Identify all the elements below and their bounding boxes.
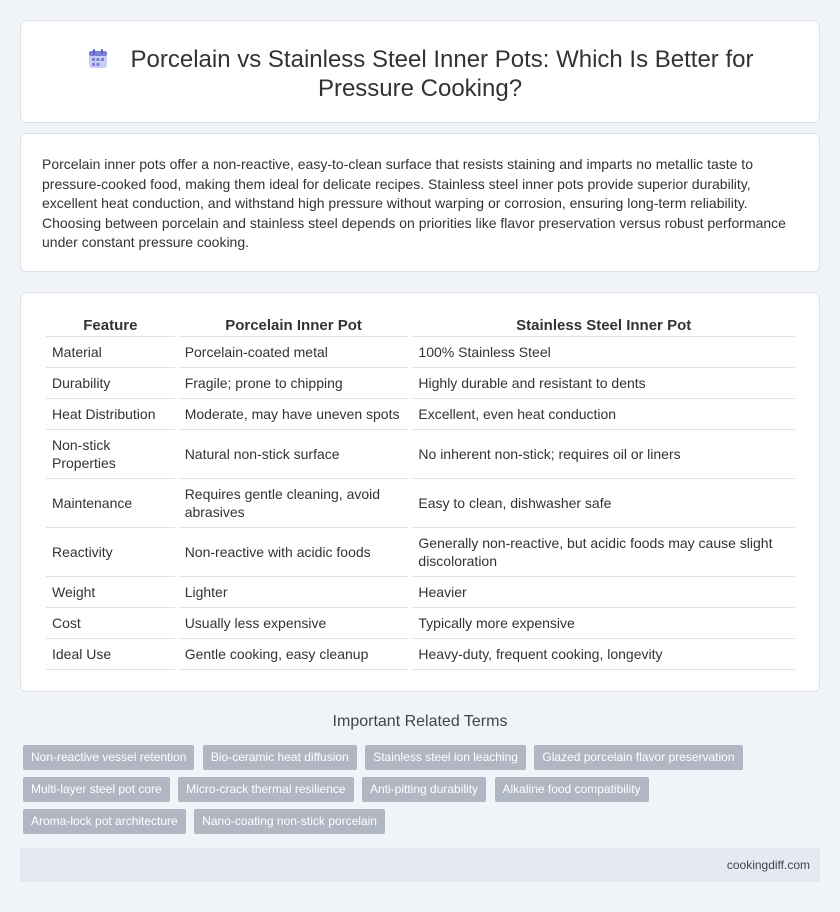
table-row (46, 368, 795, 399)
table-header-row (46, 315, 795, 337)
related-terms-heading: Important Related Terms (332, 713, 508, 730)
porcelain-cell: Lighter (179, 577, 409, 608)
feature-cell: Non-stick Properties (46, 430, 175, 479)
table-row (46, 430, 795, 479)
related-term-tag[interactable]: Aroma-lock pot architecture (23, 809, 186, 834)
footer (20, 848, 820, 882)
porcelain-cell: Non-reactive with acidic foods (179, 528, 409, 577)
feature-cell: Ideal Use (46, 639, 175, 670)
stainless-cell: No inherent non-stick; requires oil or liners (412, 430, 795, 479)
title-card (20, 20, 820, 123)
related-term-tag[interactable]: Nano-coating non-stick porcelain (194, 809, 385, 834)
feature-cell: Cost (46, 608, 175, 639)
calendar-icon (87, 48, 109, 70)
porcelain-cell: Fragile; prone to chipping (179, 368, 409, 399)
feature-cell: Heat Distribution (46, 399, 175, 430)
table-row (46, 399, 795, 430)
stainless-cell: Heavy-duty, frequent cooking, longevity (412, 639, 795, 670)
comparison-card (20, 292, 820, 692)
related-term-tag[interactable]: Micro-crack thermal resilience (178, 777, 353, 802)
related-term-tag[interactable]: Anti-pitting durability (362, 777, 486, 802)
feature-cell: Durability (46, 368, 175, 399)
table-row (46, 528, 795, 577)
header-stainless: Stainless Steel Inner Pot (412, 315, 795, 337)
porcelain-cell: Natural non-stick surface (179, 430, 409, 479)
related-term-tag[interactable]: Glazed porcelain flavor preservation (534, 745, 742, 770)
stainless-cell: Generally non-reactive, but acidic foods may cause slight discoloration (412, 528, 795, 577)
related-term-tag[interactable]: Multi-layer steel pot core (23, 777, 170, 802)
feature-cell: Reactivity (46, 528, 175, 577)
feature-cell: Material (46, 337, 175, 368)
related-terms-list (23, 745, 813, 841)
feature-cell: Maintenance (46, 479, 175, 528)
header-feature: Feature (46, 315, 175, 337)
comparison-table (42, 315, 799, 670)
page-title: Porcelain vs Stainless Steel Inner Pots: Which Is Better for Pressure Cooking? (130, 46, 754, 102)
intro-paragraph: Porcelain inner pots offer a non-reactive, easy-to-clean surface that resists staining and imparts no metallic taste to pressure-cooked food, making them ideal for delicate recipes. Stainless steel inner pots provide superior durability, excellent heat conduction, and withstand high pressure without warping or corrosion, ensuring long-term reliability. Choosing between porcelain and stainless steel depends on priorities like flavor preservation versus robust performance under constant pressure cooking. (42, 156, 786, 251)
stainless-cell: Excellent, even heat conduction (412, 399, 795, 430)
stainless-cell: Heavier (412, 577, 795, 608)
table-row (46, 608, 795, 639)
table-row (46, 639, 795, 670)
related-term-tag[interactable]: Bio-ceramic heat diffusion (203, 745, 357, 770)
porcelain-cell: Gentle cooking, easy cleanup (179, 639, 409, 670)
stainless-cell: Typically more expensive (412, 608, 795, 639)
porcelain-cell: Requires gentle cleaning, avoid abrasives (179, 479, 409, 528)
table-row (46, 577, 795, 608)
feature-cell: Weight (46, 577, 175, 608)
related-term-tag[interactable]: Stainless steel ion leaching (365, 745, 526, 770)
stainless-cell: Highly durable and resistant to dents (412, 368, 795, 399)
related-term-tag[interactable]: Alkaline food compatibility (495, 777, 649, 802)
porcelain-cell: Usually less expensive (179, 608, 409, 639)
stainless-cell: 100% Stainless Steel (412, 337, 795, 368)
stainless-cell: Easy to clean, dishwasher safe (412, 479, 795, 528)
table-row (46, 337, 795, 368)
table-row (46, 479, 795, 528)
related-term-tag[interactable]: Non-reactive vessel retention (23, 745, 194, 770)
porcelain-cell: Porcelain-coated metal (179, 337, 409, 368)
header-porcelain: Porcelain Inner Pot (179, 315, 409, 337)
intro-card (20, 133, 820, 272)
footer-site-link[interactable]: cookingdiff.com (726, 858, 810, 872)
porcelain-cell: Moderate, may have uneven spots (179, 399, 409, 430)
